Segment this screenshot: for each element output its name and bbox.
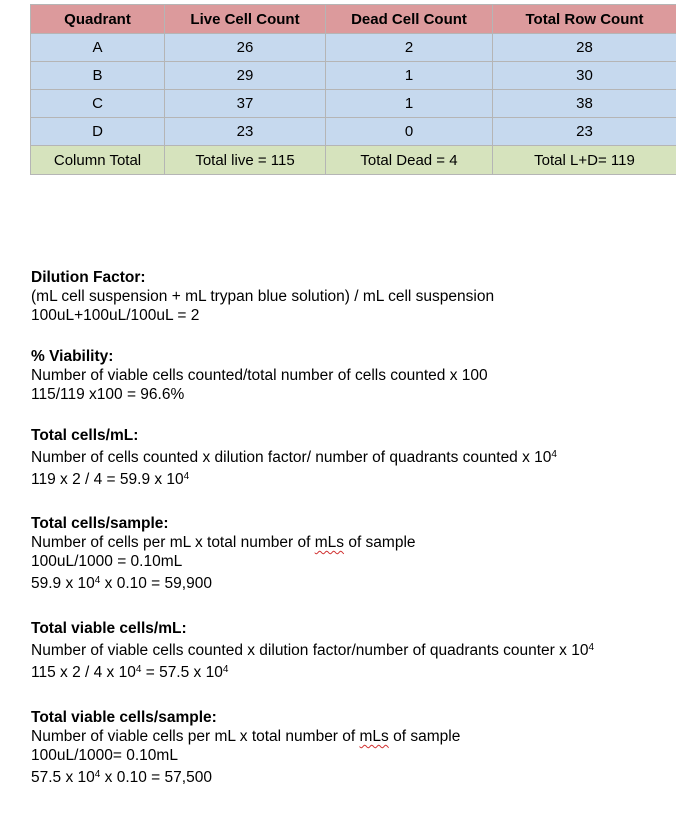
cells-per-ml-calculation <box>31 470 671 489</box>
column-total-row <box>31 146 676 175</box>
cell-dead: 0 <box>326 118 493 146</box>
cell-live: 23 <box>165 118 326 146</box>
viability-formula: Number of viable cells counted/total number of cells counted x 100 <box>31 367 488 384</box>
viability-calculation: 115/119 x100 = 96.6% <box>31 386 185 403</box>
dilution-factor-section <box>31 268 671 325</box>
header-total-row-count: Total Row Count <box>493 5 676 34</box>
sample-volume: 100uL/1000 = 0.10mL <box>31 553 183 570</box>
calc-text: 115 x 2 / 4 x 10 <box>31 664 136 681</box>
table-row <box>31 34 676 62</box>
cell-live: 29 <box>165 62 326 90</box>
exponent: 4 <box>135 664 142 675</box>
cell-quadrant: B <box>31 62 165 90</box>
viable-cells-per-ml-calculation <box>31 663 671 682</box>
cell-total: 28 <box>493 34 676 62</box>
cells-per-ml-heading: Total cells/mL: <box>31 427 139 444</box>
cell-dead: 2 <box>326 34 493 62</box>
cell-live: 37 <box>165 90 326 118</box>
total-dead: Total Dead = 4 <box>326 146 493 175</box>
dilution-factor-heading: Dilution Factor: <box>31 269 146 286</box>
exponent: 4 <box>94 575 101 586</box>
table-header-row <box>31 5 676 34</box>
exponent: 4 <box>222 664 229 675</box>
header-quadrant: Quadrant <box>31 5 165 34</box>
viable-cells-per-ml-heading: Total viable cells/mL: <box>31 620 187 637</box>
viable-cells-per-ml-section <box>31 619 671 682</box>
viable-cells-per-sample-calculation <box>31 768 671 787</box>
total-live-dead: Total L+D= 119 <box>493 146 676 175</box>
formula-text: of sample <box>344 534 416 551</box>
viable-sample-volume: 100uL/1000= 0.10mL <box>31 747 178 764</box>
viable-cells-per-sample-formula <box>31 727 671 746</box>
table-row <box>31 62 676 90</box>
dilution-calculation: 100uL+100uL/100uL = 2 <box>31 307 200 324</box>
viable-cells-per-sample-section <box>31 708 671 787</box>
viability-section <box>31 347 671 404</box>
cells-per-sample-heading: Total cells/sample: <box>31 515 169 532</box>
spellcheck-word: mLs <box>359 728 389 745</box>
viable-cells-per-ml-formula <box>31 641 671 660</box>
calc-text: x 0.10 = 57,500 <box>100 769 212 786</box>
formula-text: Number of viable cells per mL x total number of <box>31 728 360 745</box>
header-live-count: Live Cell Count <box>165 5 326 34</box>
viable-cells-per-sample-heading: Total viable cells/sample: <box>31 709 217 726</box>
total-label: Column Total <box>31 146 165 175</box>
cells-per-sample-formula <box>31 533 671 552</box>
cell-quadrant: A <box>31 34 165 62</box>
cell-quadrant: D <box>31 118 165 146</box>
exponent: 4 <box>183 471 190 482</box>
formula-text: Number of viable cells counted x dilution factor/number of quadrants counter x 10 <box>31 642 589 659</box>
viability-heading: % Viability: <box>31 348 114 365</box>
cells-per-sample-calculation <box>31 574 671 593</box>
calc-text: 57.5 x 10 <box>31 769 95 786</box>
cell-dead: 1 <box>326 90 493 118</box>
table-row <box>31 118 676 146</box>
formula-text: Number of cells per mL x total number of <box>31 534 315 551</box>
exponent: 4 <box>551 449 557 460</box>
cell-count-table <box>30 4 676 175</box>
exponent: 4 <box>588 642 595 653</box>
cell-total: 30 <box>493 62 676 90</box>
calc-text: 119 x 2 / 4 = 59.9 x 10 <box>31 471 184 488</box>
total-live: Total live = 115 <box>165 146 326 175</box>
exponent: 4 <box>94 769 101 780</box>
cells-per-ml-section <box>31 426 671 489</box>
calc-text: x 0.10 = 59,900 <box>100 575 212 592</box>
formula-text: Number of cells counted x dilution factor/ number of quadrants counted x 10 <box>31 449 552 466</box>
cell-live: 26 <box>165 34 326 62</box>
cells-per-sample-section <box>31 514 671 593</box>
cell-dead: 1 <box>326 62 493 90</box>
dilution-formula: (mL cell suspension + mL trypan blue solution) / mL cell suspension <box>31 288 495 305</box>
cells-per-ml-formula <box>31 448 671 467</box>
table-row <box>31 90 676 118</box>
header-dead-count: Dead Cell Count <box>326 5 493 34</box>
cell-total: 23 <box>493 118 676 146</box>
spellcheck-word: mLs <box>314 534 345 551</box>
cell-quadrant: C <box>31 90 165 118</box>
calc-text: = 57.5 x 10 <box>141 664 223 681</box>
calc-text: 59.9 x 10 <box>31 575 95 592</box>
cell-total: 38 <box>493 90 676 118</box>
formula-text: of sample <box>388 728 461 745</box>
